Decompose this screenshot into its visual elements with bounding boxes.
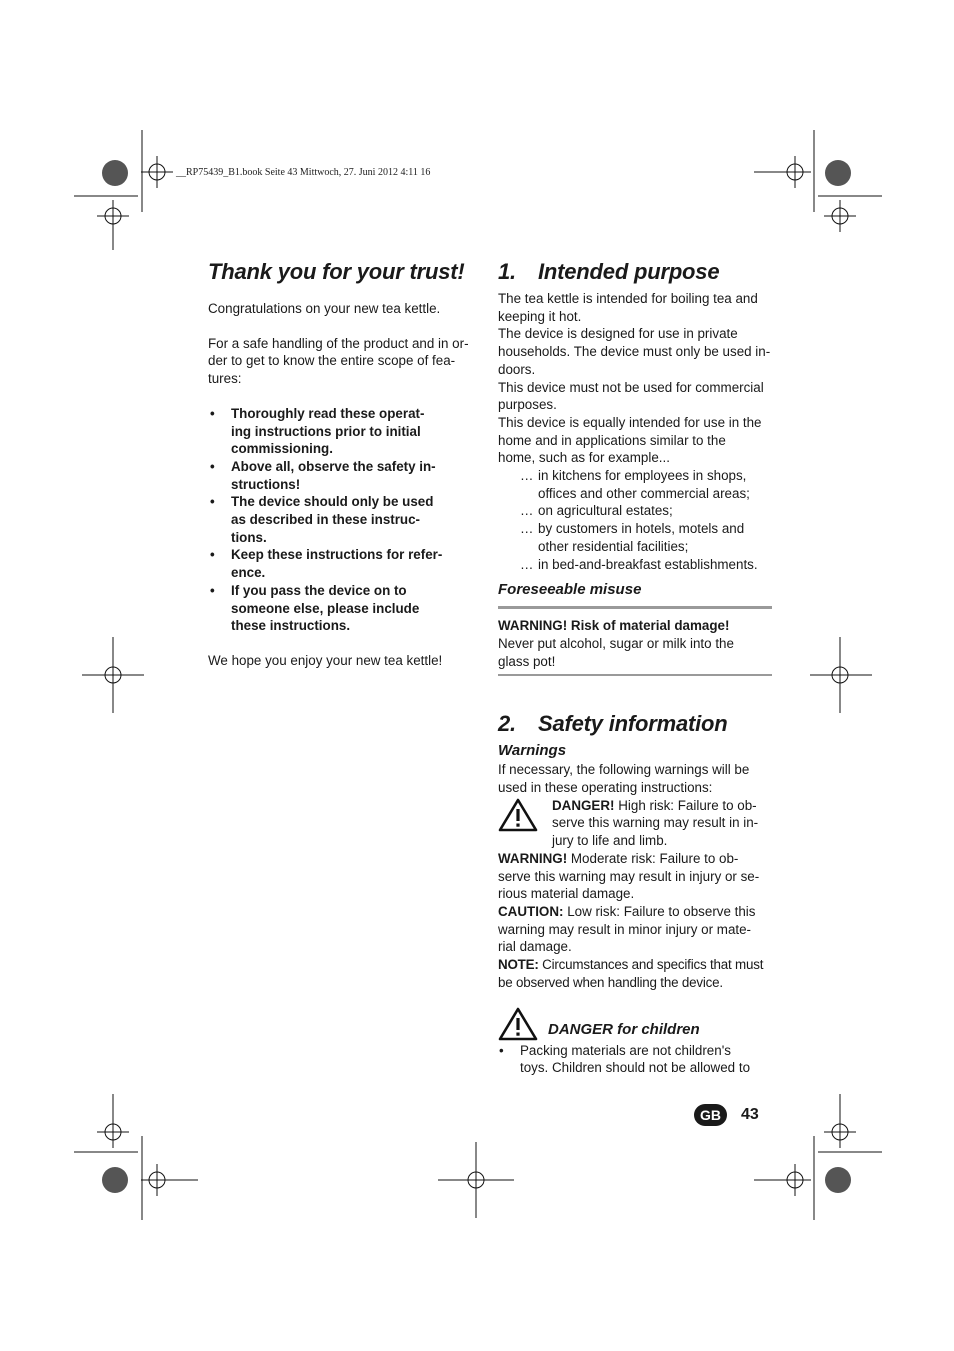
list-item: … on agricultural estates; <box>520 503 673 519</box>
print-file-info: __RP75439_B1.book Seite 43 Mittwoch, 27. Juni 2012 4:11 16 <box>176 167 431 178</box>
list-item: • Thoroughly read these operat- ing instructions prior to initial commissioning. <box>210 405 425 457</box>
warnings-intro: If necessary, the following warnings will be used in these operating instructions: <box>498 762 750 796</box>
note-definition: NOTE: Circumstances and specifics that must be observed when handling the device. <box>498 957 764 990</box>
warning-triangle-icon <box>498 797 538 833</box>
thank-you-title: Thank you for your trust! <box>208 259 465 284</box>
warnings-title: Warnings <box>498 742 567 760</box>
examples-list <box>498 467 772 573</box>
list-item: • If you pass the device on to someone else, please include these instructions. <box>210 582 420 634</box>
list-item: … by customers in hotels, motels and other residential facilities; <box>520 521 745 554</box>
warning-triangle-icon <box>498 1006 538 1042</box>
instruction-list <box>208 405 484 635</box>
safety-information-title: 2. Safety information <box>498 711 728 737</box>
list-item: • Keep these instructions for refer- ence. <box>210 547 443 581</box>
intended-purpose-text: The tea kettle is intended for boiling tea and keeping it hot. The device is designed for use in private households. The device must only be used in- doors. This device must not be used for commercial purposes. This device is equally intended for use in the home and in applications similar to the home, such as for example... <box>498 291 771 466</box>
material-damage-warning-box <box>498 606 772 676</box>
danger-for-children-heading <box>498 1006 772 1042</box>
list-item: • Packing materials are not children's toys. Children should not be allowed to <box>499 1042 751 1076</box>
congrats-text: Congratulations on your new tea kettle. <box>208 301 441 316</box>
list-item: … in bed-and-breakfast establishments. <box>520 556 758 572</box>
danger-for-children-title: DANGER for children <box>548 1020 700 1038</box>
left-column <box>208 258 484 670</box>
list-item: • The device should only be used as described in these instruc- tions. <box>210 494 434 545</box>
intended-purpose-title: 1. Intended purpose <box>498 259 720 284</box>
warning-heading: WARNING! Risk of material damage! <box>498 618 730 634</box>
page-number: 43 <box>741 1106 759 1123</box>
right-column <box>498 258 772 1077</box>
warning-definition: WARNING! Moderate risk: Failure to ob- serve this warning may result in injury or se- rious material damage. <box>498 850 760 902</box>
danger-definition: DANGER! High risk: Failure to ob- serve this warning may result in in- jury to life and limb. <box>498 797 772 850</box>
list-item: … in kitchens for employees in shops, offices and other commercial areas; <box>520 468 750 501</box>
caution-definition: CAUTION: Low risk: Failure to observe this warning may result in minor injury or mate- rial damage. <box>498 903 756 955</box>
closing-text: We hope you enjoy your new tea kettle! <box>208 652 443 668</box>
intro-text: For a safe handling of the product and in or- der to get to know the entire scope of fea- tures: <box>208 335 469 387</box>
list-item: • Above all, observe the safety in- structions! <box>210 458 436 492</box>
warning-text: Never put alcohol, sugar or milk into the glass pot! <box>498 635 734 669</box>
foreseeable-misuse-title: Foreseeable misuse <box>498 581 642 599</box>
page-footer <box>694 1104 759 1126</box>
language-badge: GB <box>694 1104 727 1126</box>
